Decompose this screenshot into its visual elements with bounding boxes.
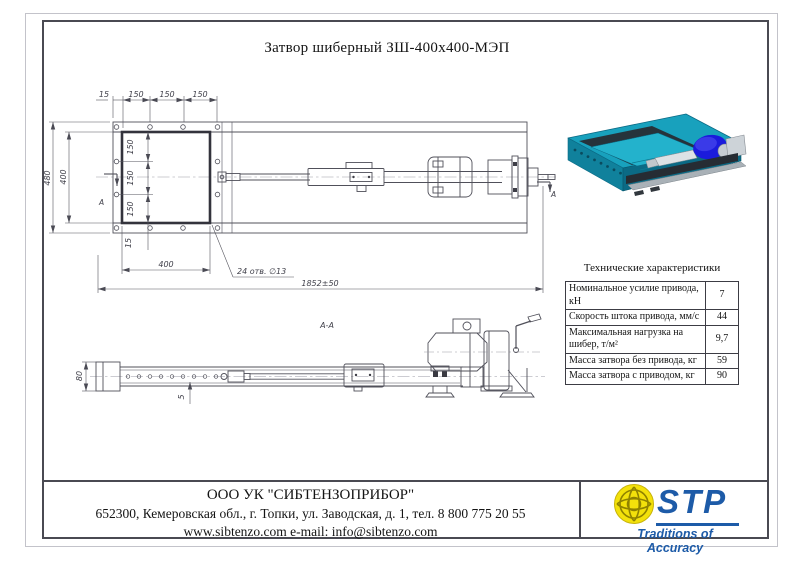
section-marker-left <box>104 174 117 186</box>
dim-label: 80 <box>75 370 84 382</box>
dim-label: 15 <box>98 90 110 99</box>
specs-row <box>566 282 739 310</box>
spec-label: Масса затвора с приводом, кг <box>566 369 706 385</box>
dim-label: 150 <box>126 201 135 217</box>
stp-logo <box>581 482 769 555</box>
company-info <box>42 482 581 538</box>
specs-panel <box>565 262 739 385</box>
page-title: Затвор шиберный ЗШ-400х400-МЭП <box>264 40 510 56</box>
company-contacts: www.sibtenzo.com e-mail: info@sibtenzo.com <box>183 524 438 539</box>
specs-row <box>566 353 739 369</box>
company-name: ООО УК "СИБТЕНЗОПРИБОР" <box>206 487 415 503</box>
spec-label: Максимальная нагрузка на шибер, т/м² <box>566 325 706 353</box>
dim-label: 150 <box>159 90 175 99</box>
dim-label: 150 <box>126 170 135 186</box>
plan-dimensions <box>49 96 543 293</box>
dim-label: 480 <box>43 170 52 186</box>
gate-opening <box>122 132 210 223</box>
spec-value: 44 <box>706 310 739 326</box>
motor-side <box>424 319 540 371</box>
stp-tagline: Traditions of Accuracy <box>637 527 713 555</box>
product-render-3d <box>568 114 746 196</box>
specs-row <box>566 310 739 326</box>
dim-label: 150 <box>128 90 144 99</box>
dim-label: 150 <box>192 90 208 99</box>
spec-value: 90 <box>706 369 739 385</box>
footer-band <box>42 480 769 555</box>
stp-emblem-icon <box>613 483 655 525</box>
section-view-label: А-А <box>320 321 334 330</box>
holes-note: 24 отв. ∅13 <box>237 267 287 276</box>
dim-label: 400 <box>158 260 174 269</box>
specs-row <box>566 369 739 385</box>
dim-label: 1852±50 <box>301 279 339 288</box>
spec-label: Номинальное усилие привода, кН <box>566 282 706 310</box>
spec-label: Скорость штока привода, мм/с <box>566 310 706 326</box>
section-marker-right <box>537 182 550 192</box>
plan-view <box>96 122 556 233</box>
section-letter-left: А <box>99 198 105 207</box>
specs-row <box>566 325 739 353</box>
stp-underline <box>656 523 739 526</box>
section-view <box>82 314 545 404</box>
dim-label: 150 <box>126 139 135 155</box>
stp-wordmark: STP <box>657 483 728 520</box>
dim-label: 5 <box>177 394 186 400</box>
specs-title: Технические характеристики <box>583 262 721 274</box>
spec-value: 9,7 <box>706 325 739 353</box>
spec-label: Масса затвора без привода, кг <box>566 353 706 369</box>
specs-table <box>565 281 739 385</box>
section-letter-right: А <box>551 190 557 199</box>
spec-value: 59 <box>706 353 739 369</box>
spec-value: 7 <box>706 282 739 310</box>
gearbox-crank <box>481 314 541 391</box>
dim-label: 15 <box>124 237 133 249</box>
dim-label: 400 <box>59 169 68 185</box>
company-address: 652300, Кемеровская обл., г. Топки, ул. Заводская, д. 1, тел. 8 800 775 20 55 <box>95 506 526 521</box>
